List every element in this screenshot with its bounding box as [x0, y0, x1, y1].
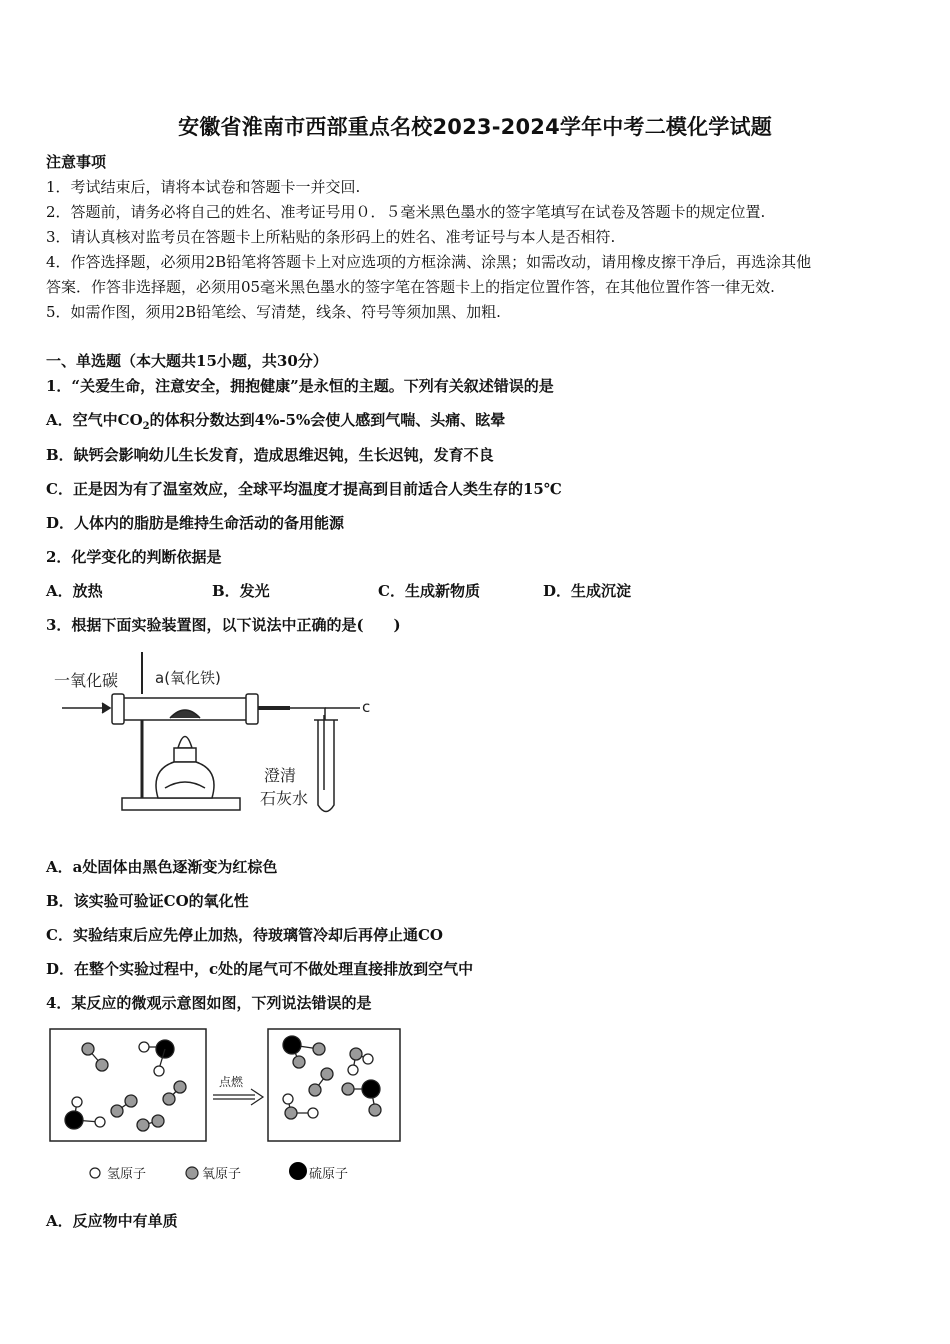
figure-label-a: a(氧化铁) — [155, 669, 221, 687]
q3-option-a: A．a处固体由黑色逐渐变为红棕色 — [46, 858, 278, 876]
notice-item: 1．考试结束后，请将本试卷和答题卡一并交回. — [46, 178, 361, 196]
q4-stem: 4．某反应的微观示意图如图，下列说法错误的是 — [46, 994, 372, 1012]
notice-item: 5．如需作图，须用2B铅笔绘、写清楚，线条、符号等须加黑、加粗. — [46, 303, 501, 321]
legend-sulfur-label: 硫原子 — [309, 1167, 349, 1182]
co-reduction-apparatus-figure — [50, 650, 390, 820]
legend-oxygen-label: 氧原子 — [202, 1167, 242, 1182]
q2-stem: 2．化学变化的判断依据是 — [46, 548, 222, 566]
figure-label-lime-2: 石灰水 — [260, 789, 309, 808]
q1-stem: 1．“关爱生命，注意安全，拥抱健康”是永恒的主题。下列有关叙述错误的是 — [46, 377, 554, 395]
reaction-micro-diagram — [45, 1025, 410, 1195]
q1-option-c: C．正是因为有了温室效应，全球平均温度才提高到目前适合人类生存的15℃ — [46, 480, 562, 498]
q1-option-a — [46, 410, 505, 437]
q4-option-a: A．反应物中有单质 — [46, 1212, 178, 1230]
figure-label-c: c — [362, 698, 371, 716]
q1-option-a-pre: A．空气中CO — [46, 411, 143, 429]
q2-option-a: A．放热 — [46, 582, 103, 600]
legend-sulfur-icon — [289, 1162, 307, 1180]
figure-label-lime-1: 澄清 — [264, 766, 297, 785]
page-title: 安徽省淮南市西部重点名校2023-2024学年中考二模化学试题 — [178, 115, 772, 139]
notice-item: 4．作答选择题，必须用2B铅笔将答题卡上对应选项的方框涂满、涂黑；如需改动，请用橡皮擦干净后，再选涂其他 — [46, 253, 812, 271]
legend-hydrogen-icon — [90, 1168, 100, 1178]
section-heading: 一、单选题（本大题共15小题，共30分） — [46, 352, 328, 370]
reaction-arrow — [213, 1089, 263, 1105]
q2-option-b: B．发光 — [212, 582, 270, 600]
q1-option-a-post: 的体积分数达到4%-5%会使人感到气喘、头痛、眩晕 — [149, 411, 506, 429]
notice-item: 答案．作答非选择题，必须用05毫米黑色墨水的签字笔在答题卡上的指定位置作答，在其他位置作答一律无效. — [46, 278, 775, 296]
q2-option-c: C．生成新物质 — [378, 582, 480, 600]
q3-stem: 3．根据下面实验装置图，以下说法中正确的是( ) — [46, 616, 401, 634]
notice-item: 3．请认真核对监考员在答题卡上所粘贴的条形码上的姓名、准考证号与本人是否相符. — [46, 228, 616, 246]
q3-option-c: C．实验结束后应先停止加热，待玻璃管冷却后再停止通CO — [46, 926, 443, 944]
figure-label-co: 一氧化碳 — [54, 671, 119, 690]
q1-option-a-sub: 2 — [142, 421, 150, 432]
legend-hydrogen-label: 氢原子 — [107, 1167, 147, 1182]
q1-option-b: B．缺钙会影响幼儿生长发育，造成思维迟钝，生长迟钝，发育不良 — [46, 446, 494, 464]
notice-item: 2．答题前，请务必将自己的姓名、准考证号用０．５毫米黑色墨水的签字笔填写在试卷及答题卡的规定位置. — [46, 203, 766, 221]
q3-option-d: D．在整个实验过程中，c处的尾气可不做处理直接排放到空气中 — [46, 960, 474, 978]
q3-option-b: B．该实验可验证CO的氧化性 — [46, 892, 249, 910]
q2-option-d: D．生成沉淀 — [543, 582, 632, 600]
legend-oxygen-icon — [186, 1167, 198, 1179]
q1-option-d: D．人体内的脂肪是维持生命活动的备用能源 — [46, 514, 345, 532]
notice-heading: 注意事项 — [46, 153, 107, 171]
arrow-label: 点燃 — [219, 1075, 244, 1089]
